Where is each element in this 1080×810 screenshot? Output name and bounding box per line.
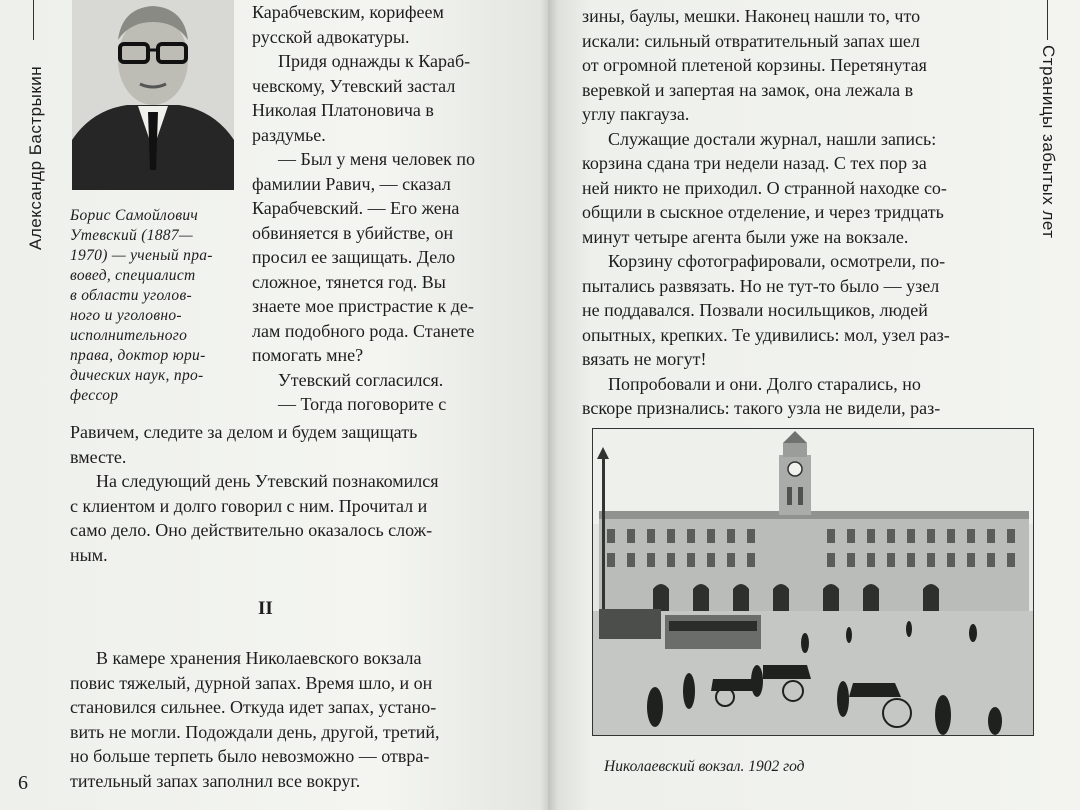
caption-line: фессор: [70, 387, 119, 404]
text-line: опытных, крепких. Те удивились: мол, узел раз-: [582, 324, 950, 345]
text-line: обвиняется в убийстве, он: [252, 222, 454, 243]
section-heading: II: [258, 598, 273, 619]
portrait-photo: [72, 0, 234, 190]
portrait-caption: [70, 206, 238, 406]
text-line: Корзину сфотографировали, осмотрели, по-: [608, 251, 946, 271]
text-line: углу пакгауза.: [582, 104, 690, 124]
text-line: фамилии Равич, — сказал: [252, 173, 451, 194]
text-line: Карабчевский. — Его жена: [252, 198, 460, 218]
text-line: просил ее защищать. Дело: [252, 247, 456, 267]
page-number: 6: [18, 772, 28, 794]
text-line: русской адвокатуры.: [252, 26, 410, 47]
text-line: — Тогда поговорите с: [278, 394, 447, 414]
left-running-head: [18, 0, 48, 250]
text-line: становился сильнее. Откуда идет запах, устано-: [70, 697, 437, 717]
text-line: общили в сыскное отделение, и через тридцать: [582, 202, 944, 222]
text-line: повис тяжелый, дурной запах. Время шло, и он: [70, 672, 433, 693]
text-line: ным.: [70, 544, 108, 565]
photo-caption: Николаевский вокзал. 1902 год: [604, 758, 805, 775]
text-line: Карабчевским, корифеем: [252, 2, 444, 22]
running-head-rule: [33, 0, 34, 40]
text-line: вместе.: [70, 446, 127, 467]
caption-line: Борис Самойлович: [70, 207, 199, 224]
text-line: Служащие достали журнал, нашли запись:: [608, 128, 937, 149]
text-line: искали: сильный отвратительный запах шел: [582, 30, 920, 51]
caption-line: вовед, специалист: [70, 267, 196, 284]
caption-line: в области уголов-: [70, 287, 192, 304]
text-line: лам подобного рода. Станете: [252, 320, 475, 341]
text-line: На следующий день Утевский познакомился: [96, 471, 439, 491]
text-line: чевскому, Утевский застал: [252, 75, 456, 96]
caption-line: права, доктор юри-: [70, 347, 206, 364]
caption-line: ного и уголовно-: [70, 307, 182, 324]
text-line: — Был у меня человек по: [278, 149, 475, 169]
text-line: веревкой и запертая на замок, она лежала в: [582, 79, 914, 100]
left-wide-block-b: [70, 646, 522, 793]
caption-line: 1970) — ученый пра-: [70, 247, 213, 264]
text-line: знаете мое пристрастие к де-: [252, 296, 474, 316]
text-line: минут четыре агента были уже на вокзале.: [582, 226, 909, 247]
book-gutter: [540, 0, 558, 810]
text-line: Николая Платоновича в: [252, 100, 434, 120]
caption-line: дических наук, про-: [70, 367, 204, 384]
text-line: Утевский согласился.: [278, 369, 444, 390]
text-line: ней никто не приходил. О странной находке со-: [582, 177, 947, 198]
text-line: Равичем, следите за делом и будем защищать: [70, 422, 418, 442]
text-line: пытались развязать. Но не тут-то было — узел: [582, 275, 940, 296]
text-line: не поддавался. Позвали носильщиков, людей: [582, 300, 928, 320]
caption-line: исполнительного: [70, 327, 188, 344]
text-line: вскоре признались: такого узла не видели, раз-: [582, 398, 941, 418]
text-line: Попробовали и они. Долго старались, но: [608, 373, 921, 394]
right-running-head: [1032, 0, 1062, 260]
text-line: с клиентом и долго говорил с ним. Прочитал и: [70, 495, 428, 516]
text-line: вить не могли. Подождали день, другой, третий,: [70, 721, 440, 742]
caption-line: Утевский (1887—: [70, 227, 193, 244]
book-section-title: Страницы забытых лет: [1039, 45, 1058, 239]
text-line: помогать мне?: [252, 345, 364, 365]
text-line: сложное, тянется год. Вы: [252, 271, 446, 292]
text-line: раздумье.: [252, 124, 326, 145]
text-line: корзина сдана три недели назад. С тех пор за: [582, 153, 927, 173]
text-line: само дело. Оно действительно оказалось слож-: [70, 520, 433, 540]
running-head-rule: [1047, 0, 1048, 40]
left-wide-block-a: [70, 420, 522, 567]
author-name: Александр Бастрыкин: [26, 65, 45, 250]
text-line: вязать не могут!: [582, 349, 707, 369]
left-narrow-column: [252, 0, 522, 417]
text-line: В камере хранения Николаевского вокзала: [96, 648, 422, 668]
text-line: от огромной плетеной корзины. Перетянутая: [582, 55, 927, 75]
station-photo: [592, 428, 1034, 736]
text-line: Придя однажды к Караб-: [278, 51, 471, 71]
text-line: но больше терпеть было невозможно — отвра-: [70, 746, 430, 766]
text-line: тительный запах заполнил все вокруг.: [70, 770, 361, 791]
text-line: зины, баулы, мешки. Наконец нашли то, что: [582, 6, 921, 26]
right-text-column: [582, 4, 1014, 421]
